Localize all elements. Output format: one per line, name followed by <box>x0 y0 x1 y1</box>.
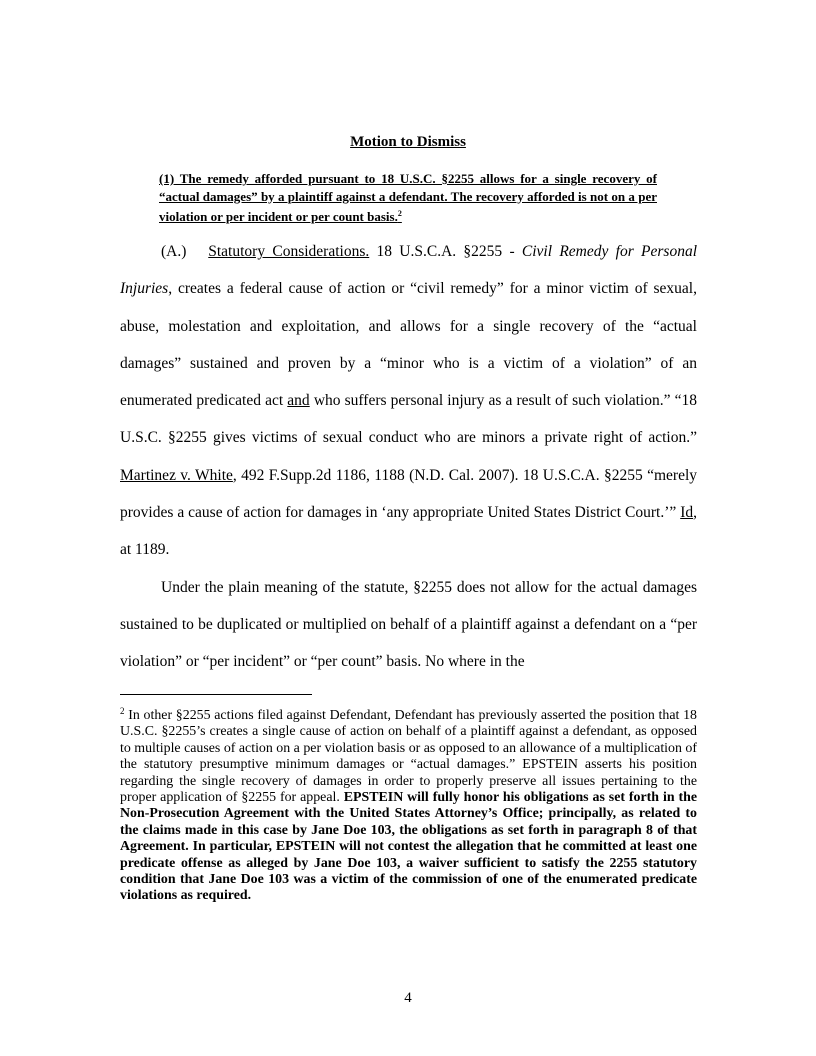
footnote-number: 2 <box>120 706 125 716</box>
footnote-reference: 2 <box>397 209 402 218</box>
body-text <box>120 233 697 681</box>
footnote-text: In other §2255 actions filed against Defendant, Defendant has previously asserted the position that 18 U.S.C. §2255’s creates a single cause of action on behalf of a plaintiff against a defendant, as opposed to multiple causes of action on a per violation basis or as opposed to an allowance of a multiplication of the statutory presumptive minimum damages or “actual damages.” EPSTEIN asserts his position regarding the single recovery of damages in order to properly preserve all issues pertaining to the proper application of §2255 for appeal. <box>120 708 697 806</box>
case-citation: Martinez v. White <box>120 466 233 484</box>
document-title: Motion to Dismiss <box>350 134 466 150</box>
id-citation: Id <box>680 504 694 522</box>
paragraph-plain-meaning: Under the plain meaning of the statute, §2255 does not allow for the actual damages sustained to be duplicated or multiplied on behalf of a plaintiff against a defendant on a “per violation” or “per incident” or “per count” basis. No where in the <box>120 578 697 671</box>
subsection-title: Statutory Considerations. <box>208 243 370 260</box>
text-run: who suffers personal injury as a result of such violation.” “18 U.S.C. §2255 gives victims of sexual conduct who are minors a private right of action.” <box>120 392 698 447</box>
subsection-label: (A.) <box>161 243 187 260</box>
text-run: 18 U.S.C.A. §2255 - <box>369 243 522 260</box>
section-heading <box>159 170 657 226</box>
footnote-bold-text: EPSTEIN will fully honor his obligations as set forth in the Non-Prosecution Agreement with the United States Attorney’s Office; principally, as related to the claims made in this case by Jane Doe 103, the obligations as set forth in paragraph 8 of that Agreement. In particular, EPSTEIN will not contest the allegation that he committed at least one predicate offense as alleged by Jane Doe 103, a waiver sufficient to satisfy the 2255 statutory condition that Jane Doe 103 was a victim of the commission of one of the enumerated predicate violations as required. <box>120 790 697 904</box>
text-run: , 492 F.Supp.2d 1186, 1188 (N.D. Cal. 2007). 18 U.S.C.A. §2255 “merely provides a cause of action for damages in ‘any appropriate United States District Court.’” <box>120 466 698 522</box>
page-number: 4 <box>404 990 412 1006</box>
emphasis-and: and <box>287 392 310 410</box>
section-heading-text: (1) The remedy afforded pursuant to 18 U.S.C. §2255 allows for a single recovery of “actual damages” by a plaintiff against a defendant. The recovery afforded is not on a per violation or per incident or per count basis. <box>159 171 657 224</box>
text-run: , creates a federal cause of action or “civil remedy” for a minor victim of sexual, abuse, molestation and exploitation, and allows for a single recovery of the “actual damages” sustained and proven by a “minor who is a victim of a violation” of an enumerated predicated act <box>120 280 697 410</box>
footnote <box>120 703 697 905</box>
paragraph-statutory-considerations <box>120 233 697 569</box>
text-run: , at 1189. <box>120 504 697 559</box>
statute-title: Civil Remedy for Personal Injuries <box>120 243 697 298</box>
footnote-separator <box>120 694 312 695</box>
